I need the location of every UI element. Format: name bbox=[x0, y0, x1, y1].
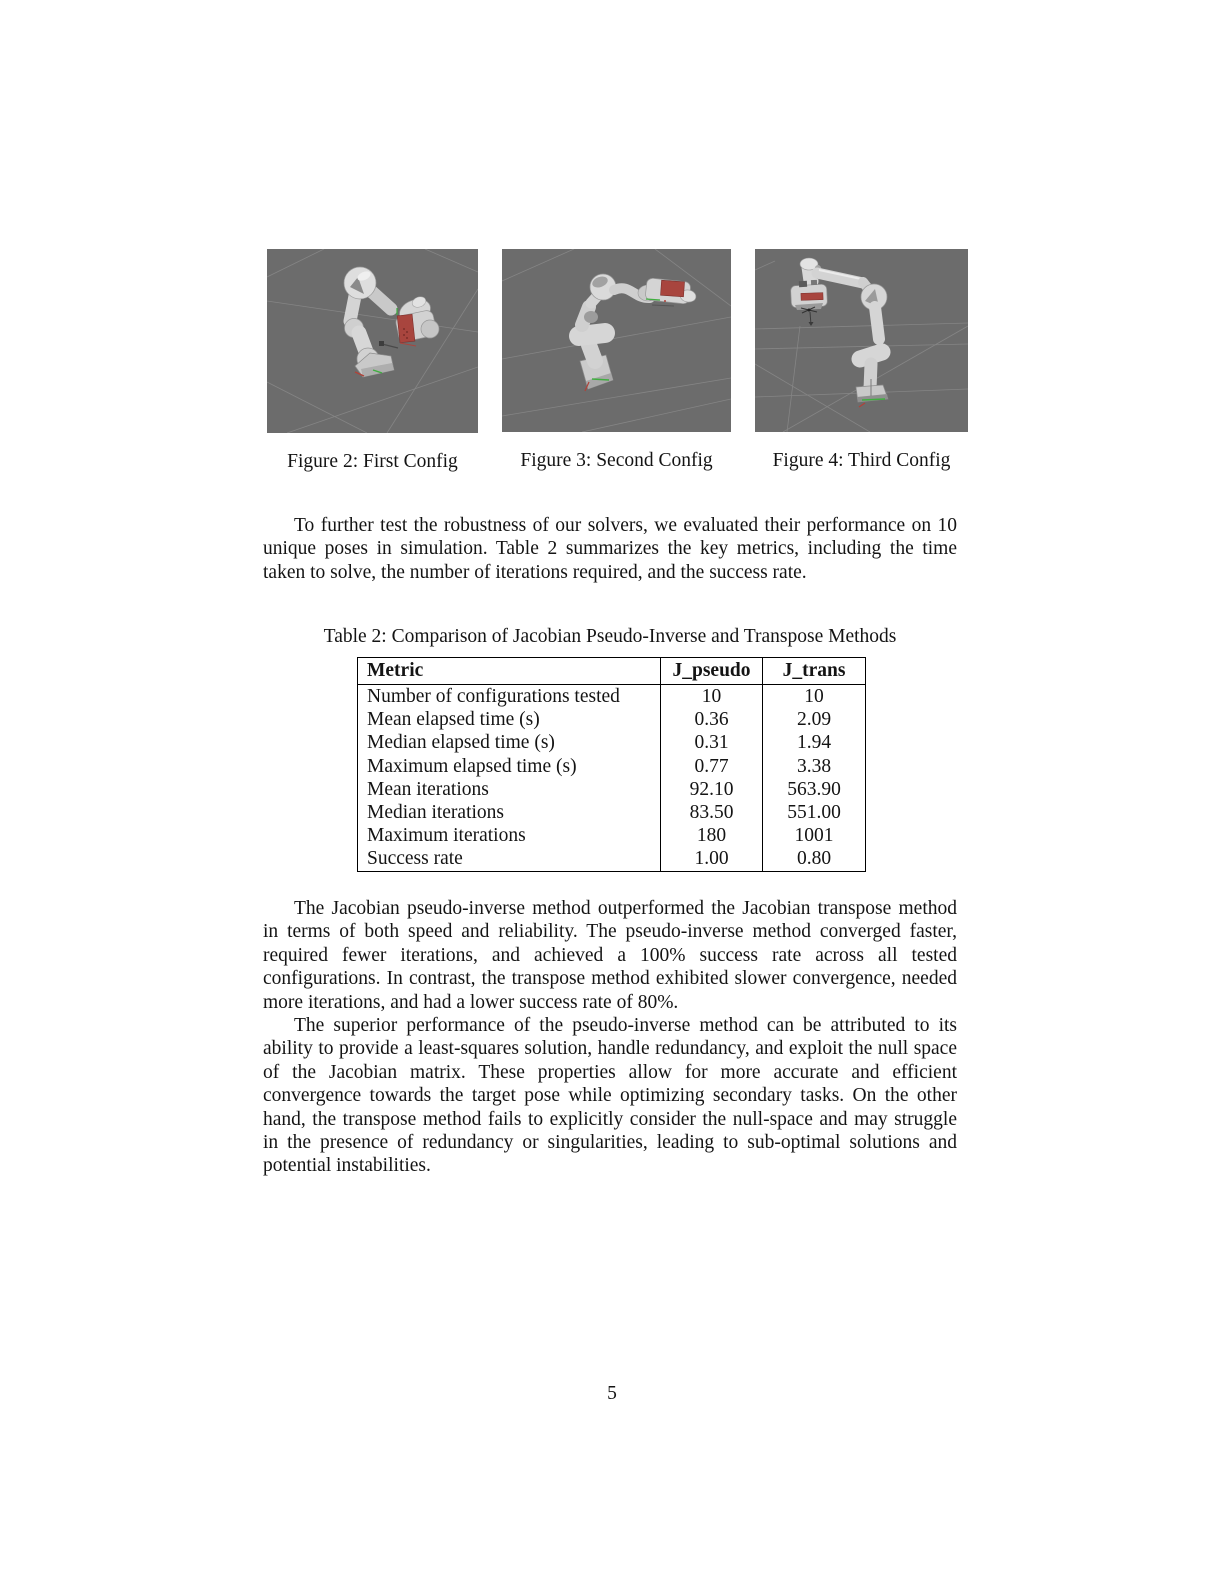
metric-cell: Mean elapsed time (s) bbox=[367, 709, 540, 731]
figure-3-caption: Figure 3: Second Config bbox=[520, 450, 713, 471]
sim-background bbox=[502, 249, 731, 432]
j-pseudo-cell: 83.50 bbox=[661, 801, 763, 824]
j-pseudo-cell: 10 bbox=[661, 685, 763, 709]
figure-4-caption: Figure 4: Third Config bbox=[772, 450, 951, 471]
j-pseudo-cell: 0.31 bbox=[661, 731, 763, 754]
j-trans-cell: 10 bbox=[763, 685, 866, 709]
j-pseudo-cell: 0.36 bbox=[661, 708, 763, 731]
metric-cell: Mean iterations bbox=[367, 778, 489, 800]
robot-sim-image-first-config bbox=[267, 249, 478, 433]
metric-cell: Maximum iterations bbox=[367, 825, 526, 847]
j-trans-cell: 3.38 bbox=[763, 755, 866, 778]
j-pseudo-cell: 0.77 bbox=[661, 755, 763, 778]
comparison-table bbox=[357, 657, 866, 872]
sim-background bbox=[755, 249, 968, 432]
table-row bbox=[358, 685, 866, 709]
j-pseudo-cell: 1.00 bbox=[661, 847, 763, 871]
figure-2 bbox=[267, 249, 478, 473]
table-row bbox=[358, 755, 866, 778]
header-j-pseudo: J_pseudo bbox=[661, 658, 763, 685]
target-marker-red bbox=[801, 293, 823, 301]
table-row bbox=[358, 708, 866, 731]
robot-sim-image-second-config bbox=[502, 249, 731, 432]
j-trans-cell: 551.00 bbox=[763, 801, 866, 824]
j-trans-cell: 2.09 bbox=[763, 708, 866, 731]
table-row bbox=[358, 847, 866, 871]
j-pseudo-cell: 180 bbox=[661, 824, 763, 847]
table-row bbox=[358, 801, 866, 824]
metric-cell: Success rate bbox=[367, 848, 463, 870]
figure-4 bbox=[755, 249, 968, 472]
discussion-paragraph-block bbox=[263, 897, 957, 1178]
paragraph-robustness-intro: To further test the robustness of our solvers, we evaluated their performance on 10 unique poses in simulation. Table 2 summarizes the key metrics, including the time taken to solve, the number of iterations required, and the success rate. bbox=[263, 515, 957, 583]
metric-cell: Number of configurations tested bbox=[367, 686, 620, 707]
paragraph-analysis: The superior performance of the pseudo-inverse method can be attributed to its ability to provide a least-squares solution, handle redundancy, and exploit the null space of the Jacobian matrix. These properties allow for more accurate and efficient convergence towards the target pose while optimizing secondary tasks. On the other hand, the transpose method fails to explicitly consider the null-space and may struggle in the presence of redundancy or singularities, leading to sub-optimal solutions and potential instabilities. bbox=[263, 1015, 957, 1177]
metric-cell: Maximum elapsed time (s) bbox=[367, 755, 577, 777]
j-trans-cell: 563.90 bbox=[763, 778, 866, 801]
j-trans-cell: 1.94 bbox=[763, 731, 866, 754]
figure-2-caption: Figure 2: First Config bbox=[287, 451, 458, 472]
table-row bbox=[358, 824, 866, 847]
j-trans-cell: 0.80 bbox=[763, 847, 866, 871]
robot-sim-image-third-config bbox=[755, 249, 968, 432]
j-trans-cell: 1001 bbox=[763, 824, 866, 847]
table-header-row bbox=[358, 658, 866, 685]
intro-paragraph-block bbox=[263, 514, 957, 584]
figure-3 bbox=[502, 249, 731, 472]
page-number: 5 bbox=[607, 1383, 617, 1404]
table-row bbox=[358, 778, 866, 801]
table-2-caption: Table 2: Comparison of Jacobian Pseudo-Inverse and Transpose Methods bbox=[323, 626, 897, 647]
header-metric: Metric bbox=[358, 658, 661, 685]
table-row bbox=[358, 731, 866, 754]
paragraph-results-discussion: The Jacobian pseudo-inverse method outperformed the Jacobian transpose method in terms of both speed and reliability. The pseudo-inverse method converged faster, required fewer iterations, and achieved a 100% success rate across all tested configurations. In contrast, the transpose method exhibited slower convergence, needed more iterations, and had a lower success rate of 80%. bbox=[263, 898, 957, 1013]
header-j-trans: J_trans bbox=[763, 658, 866, 685]
j-pseudo-cell: 92.10 bbox=[661, 778, 763, 801]
metric-cell: Median iterations bbox=[367, 802, 505, 824]
metric-cell: Median elapsed time (s) bbox=[367, 732, 555, 754]
